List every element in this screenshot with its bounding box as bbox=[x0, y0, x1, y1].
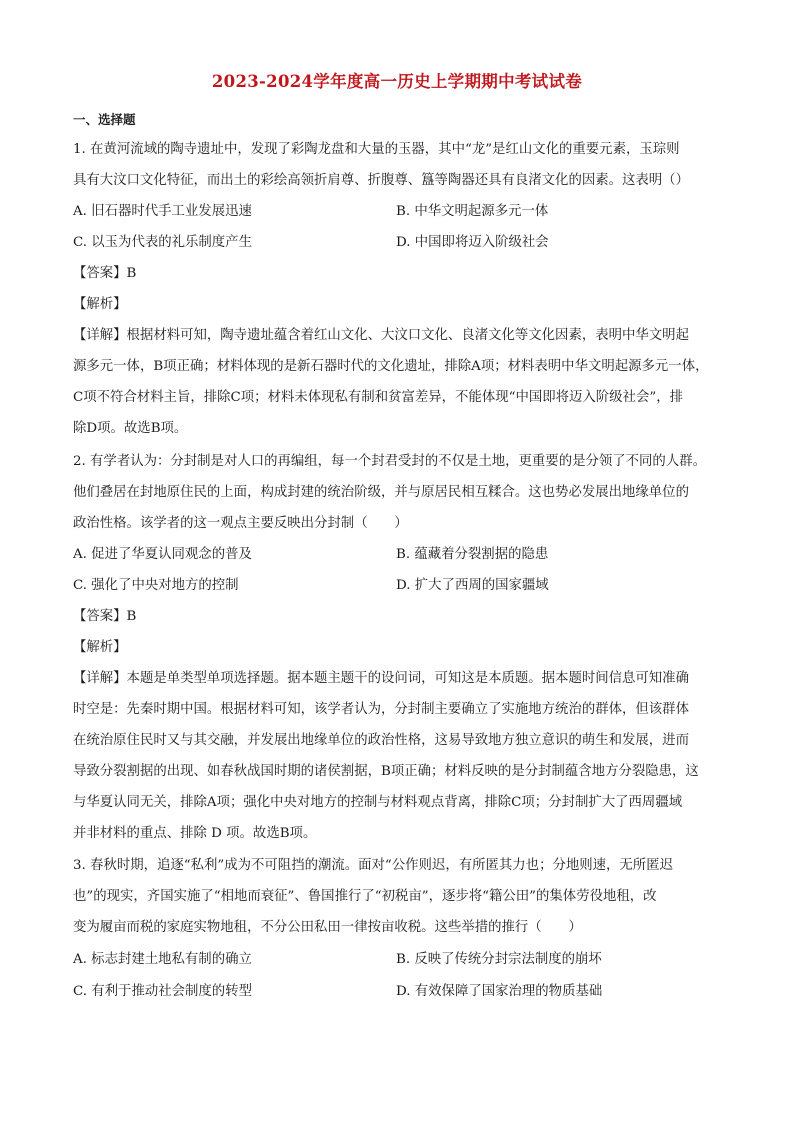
q2-option-b: B. 蕴藏着分裂割据的隐患 bbox=[396, 547, 549, 562]
q1-detail-line-3: C项不符合材料主旨，排除C项；材料未体现私有制和贫富差异，不能体现“中国即将迈入阶级社会”，排 bbox=[73, 390, 683, 405]
q1-analysis-label: 【解析】 bbox=[73, 297, 127, 312]
q1-stem-line-1: 1. 在黄河流域的陶寺遗址中，发现了彩陶龙盘和大量的玉器，其中“龙”是红山文化的重要元素，玉琮则 bbox=[73, 142, 680, 157]
q2-stem-line-2: 他们叠居在封地原住民的上面，构成封建的统治阶级，并与原居民相互糅合。这也势必发展出地缘单位的 bbox=[73, 485, 689, 500]
q2-option-a: A. 促进了华夏认同观念的普及 bbox=[73, 547, 252, 562]
q2-detail-line-6: 并非材料的重点、排除 D 项。故选B项。 bbox=[73, 826, 317, 841]
q3-option-b: B. 反映了传统分封宗法制度的崩坏 bbox=[396, 952, 602, 967]
q1-stem-line-2: 具有大汶口文化特征，而出土的彩绘高领折肩尊、折腹尊、簋等陶器还具有良渚文化的因素。这表明（） bbox=[73, 173, 689, 188]
q2-detail-line-1: 【详解】本题是单类型单项选择题。据本题主题干的设问词，可知这是本质题。据本题时间信息可知准确 bbox=[73, 671, 689, 686]
q3-option-a: A. 标志封建土地私有制的确立 bbox=[73, 952, 252, 967]
q3-option-d: D. 有效保障了国家治理的物质基础 bbox=[396, 984, 603, 999]
q1-option-a: A. 旧石器时代手工业发展迅速 bbox=[73, 204, 252, 219]
q1-detail-line-4: 除D项。故选B项。 bbox=[73, 421, 188, 436]
q2-option-c: C. 强化了中央对地方的控制 bbox=[73, 578, 239, 593]
q3-stem-line-2: 也”的现实，齐国实施了“相地而衰征”、鲁国推行了“初税亩”，逐步将“籍公田”的集体劳役地租，改 bbox=[73, 889, 657, 904]
section-heading: 一、选择题 bbox=[73, 112, 136, 127]
q1-option-d: D. 中国即将迈入阶级社会 bbox=[396, 235, 549, 250]
q3-stem-line-3: 变为履亩而税的家庭实物地租，不分公田私田一律按亩收税。这些举措的推行（ ） bbox=[73, 920, 582, 935]
q2-detail-line-5: 与华夏认同无关，排除A项；强化中央对地方的控制与材料观点背离，排除C项；分封制扩大了西周疆域 bbox=[73, 795, 683, 810]
exam-title: 2023-2024学年度高一历史上学期期中考试试卷 bbox=[211, 72, 583, 91]
q3-option-c: C. 有利于推动社会制度的转型 bbox=[73, 984, 252, 999]
q2-answer: 【答案】B bbox=[73, 609, 137, 624]
q1-option-c: C. 以玉为代表的礼乐制度产生 bbox=[73, 235, 252, 250]
q2-option-d: D. 扩大了西周的国家疆域 bbox=[396, 578, 549, 593]
q1-answer: 【答案】B bbox=[73, 266, 137, 281]
q2-detail-line-4: 导致分裂割据的出现、如春秋战国时期的诸侯割据，B项正确；材料反映的是分封制蕴含地方分裂隐患，这 bbox=[73, 764, 699, 779]
q1-option-b: B. 中华文明起源多元一体 bbox=[396, 204, 549, 219]
q2-analysis-label: 【解析】 bbox=[73, 640, 127, 655]
q2-stem-line-3: 政治性格。该学者的这一观点主要反映出分封制（ ） bbox=[73, 516, 408, 531]
q2-detail-line-3: 在统治原住民时又与其交融，并发展出地缘单位的政治性格，这易导致地方独立意识的萌生和发展，进而 bbox=[73, 733, 689, 748]
q1-detail-line-2: 源多元一体，B项正确；材料体现的是新石器时代的文化遗址，排除A项；材料表明中华文明起源多元一体， bbox=[73, 359, 709, 374]
q2-stem-line-1: 2. 有学者认为：分封制是对人口的再编组，每一个封君受封的不仅是土地，更重要的是分领了不同的人群。 bbox=[73, 454, 706, 469]
q3-stem-line-1: 3. 春秋时期，追逐“私利”成为不可阻挡的潮流。面对“公作则迟，有所匿其力也；分地则速，无所匿迟 bbox=[73, 858, 673, 873]
q1-detail-line-1: 【详解】根据材料可知，陶寺遗址蕴含着红山文化、大汶口文化、良渚文化等文化因素，表明中华文明起 bbox=[73, 328, 689, 343]
q2-detail-line-2: 时空是：先秦时期中国。根据材料可知，该学者认为，分封制主要确立了实施地方统治的群体，但该群体 bbox=[73, 702, 689, 717]
